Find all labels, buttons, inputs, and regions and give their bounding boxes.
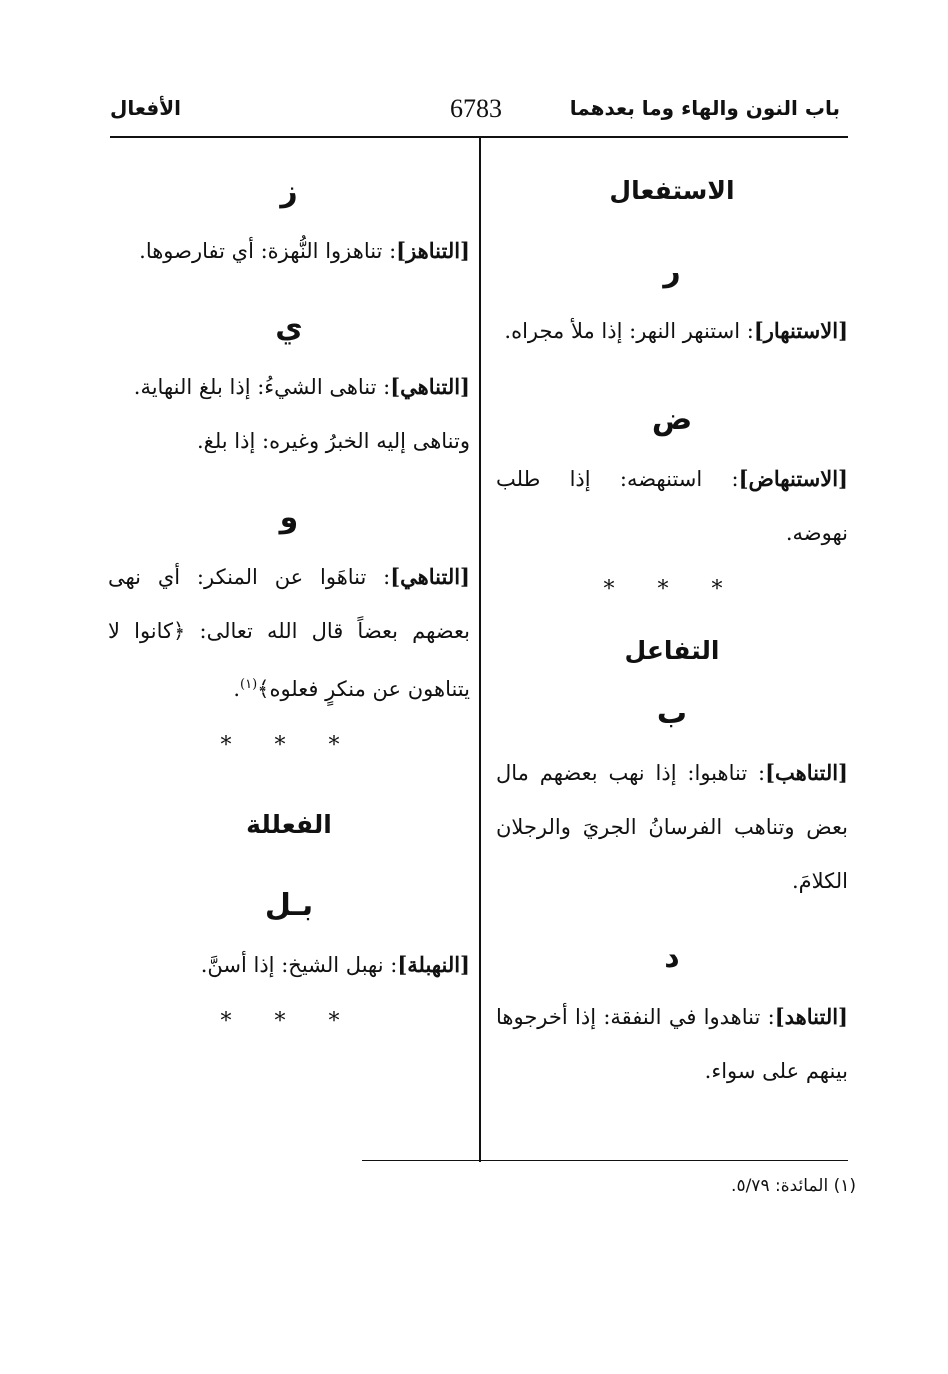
entry-text: : استنهر النهر: إذا ملأ مجراه. [504, 319, 754, 343]
entry-text: : تناهى الشيءُ: إذا بلغ النهاية. [133, 375, 391, 399]
letter-heading-waw: و [279, 500, 299, 535]
section-heading-tafaul: التفاعل [624, 636, 720, 665]
entry-term: [النهبلة] [397, 952, 470, 977]
entry-istinhar [496, 304, 848, 358]
letter-heading-ba: ب [656, 696, 688, 731]
entry-text: : تناهَوا عن المنكر: أي نهى بعضهم بعضاً قال الله تعالى: ﴿كانوا لا يتناهون عن منكرٍ فعلوه﴾ [108, 565, 470, 701]
entry-term: [التناهي] [390, 564, 470, 589]
footnote: (١) المائدة: ٥/٧٩. [731, 1176, 856, 1196]
entry-term: [الاستنهاض] [738, 466, 848, 491]
letter-heading-ya: ي [275, 310, 303, 345]
entry-tanahi-munkar [108, 550, 470, 716]
section-title: الأفعال [110, 96, 181, 120]
footnote-reference: (١) [240, 677, 258, 692]
entry-tanahi-continued: وتناهى إليه الخبرُ وغيره: إذا بلغ. [196, 429, 470, 453]
letter-heading-bal: بـل [264, 888, 314, 923]
entry-istinhad [496, 452, 848, 560]
section-heading-istifal: الاستفعال [609, 176, 735, 205]
letter-heading-ra: ر [663, 254, 681, 289]
footnote-divider [362, 1160, 848, 1161]
entry-text: : تناهدوا في النفقة: إذا أخرجوها بينهم على سواء. [496, 1005, 848, 1083]
entry-tanahub [496, 746, 848, 908]
entry-term: [التناهز] [396, 238, 470, 263]
column-divider [479, 138, 481, 1162]
entry-term: [التناهب] [765, 760, 848, 785]
entry-term: [التناهي] [390, 374, 470, 399]
entry-tanahuz [108, 224, 470, 278]
entry-term: [الاستنهار] [753, 318, 848, 343]
entry-tanahi [108, 360, 470, 414]
letter-heading-dal: د [664, 940, 680, 975]
right-column [496, 160, 848, 1098]
chapter-title: باب النون والهاء وما بعدهما [569, 96, 840, 120]
entry-tanahud [496, 990, 848, 1098]
entry-nahbala [108, 938, 470, 992]
entry-end: . [233, 677, 240, 701]
section-separator: * * * [220, 1009, 358, 1034]
entry-text: : نهبل الشيخ: إذا أسنَّ. [200, 953, 398, 977]
section-separator: * * * [220, 733, 358, 758]
letter-heading-dad: ض [651, 402, 693, 437]
letter-heading-zay: ز [280, 174, 298, 209]
entry-term: [التناهد] [774, 1004, 848, 1029]
page-number: 6783 [450, 94, 502, 123]
section-separator: * * * [603, 577, 741, 602]
entry-text: : تناهبوا: إذا نهب بعضهم مال بعض وتناهب الفرسانُ الجريَ والرجلان الكلامَ. [496, 761, 848, 893]
entry-text: : استنهضه: إذا طلب نهوضه. [496, 467, 848, 545]
entry-text: : تناهزوا النُّهزة: أي تفارصوها. [139, 239, 397, 263]
section-heading-falala: الفعللة [246, 810, 332, 839]
page-header [110, 96, 840, 136]
left-column [108, 160, 470, 1052]
